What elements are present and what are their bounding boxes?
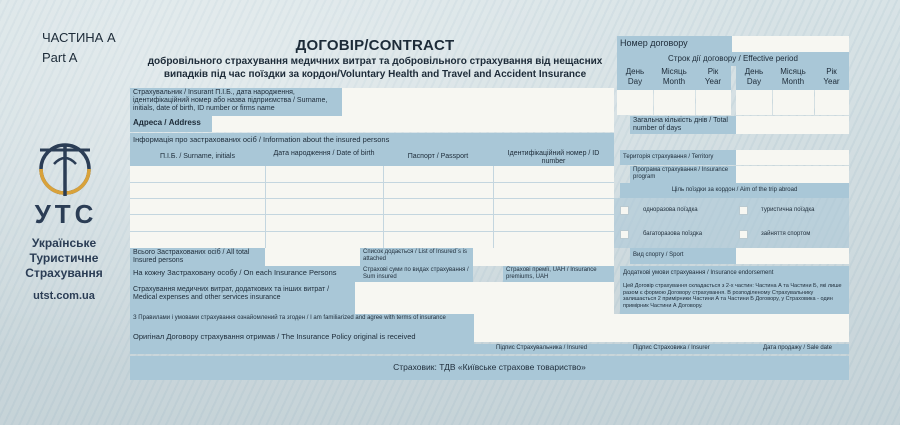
end-year-field[interactable] (815, 90, 849, 115)
total-insured-field[interactable] (265, 248, 360, 266)
col-passport-header: Паспорт / Passport (383, 149, 493, 166)
sport-kind-field[interactable] (736, 248, 849, 264)
date-col-day-1: День Day (617, 66, 653, 90)
insurant-field[interactable] (342, 88, 614, 116)
premiums-label: Страхові премії, UAH / Insurance premiums, UAH (503, 266, 614, 282)
date-col-month-2: Місяць Month (772, 66, 814, 90)
sums-insured-label: Страхові суми по видах страхування / Sum insured (360, 266, 473, 282)
total-days-label: Загальна кількість днів / Total number of days (630, 116, 736, 134)
date-col-day-2: День Day (736, 66, 772, 90)
effective-period-label: Строк дії договору / Effective period (617, 52, 849, 66)
contract-parts-note: Цей Договір страхування складається з 2-х частин: Частина А та Частини Б, які лише разом є формою Договору страхування. В розподіленому Страхувальнику залишається 2 примірники Частини А та Частини Б Договору, у Страховика - один примірник Частини А Договору. (620, 282, 849, 314)
multi-trip-label: багаторазова поїздка (643, 231, 703, 237)
insurant-label: Страхувальник / Insurant П.І.Б., дата народження, ідентифікаційний номер або назва підприємства / Surname, initials, date of birth, ID number or firms name (130, 88, 342, 116)
signature-area[interactable] (474, 314, 849, 342)
program-field[interactable] (736, 166, 849, 183)
total-insured-label: Всього Застрахованих осіб / All total Insured persons (130, 248, 265, 266)
medical-premium-field[interactable] (474, 282, 614, 314)
contract-subtitle-line2: випадків під час поїздки за кордон/Voluntary Health and Travel and Accident Insurance (163, 69, 587, 80)
endorsement-label: Додаткові умови страхування / Insurance endorsement (620, 266, 849, 282)
contract-subtitle-line1: добровільного страхування медичних витрат та добровільного страхування від нещасних (147, 56, 603, 67)
brand-line2: Туристичне (29, 251, 99, 265)
sport-kind-label: Вид спорту / Sport (630, 248, 736, 264)
list-attached-label: Список додається / List of Insured`s is attached (360, 248, 473, 266)
sale-date-label: Дата продажу / Sale date (763, 345, 833, 351)
list-attached-field[interactable] (473, 248, 614, 266)
start-month-field[interactable] (654, 90, 695, 115)
brand-logo-text: УТС (34, 199, 98, 229)
multi-trip-checkbox[interactable] (620, 230, 629, 239)
date-col-month-1: Місяць Month (653, 66, 695, 90)
contract-number-label: Номер договору (617, 36, 732, 52)
total-days-field[interactable] (736, 116, 849, 134)
uts-logo-icon (30, 136, 100, 202)
territory-label: Територія страхування / Territory (620, 150, 736, 165)
start-year-field[interactable] (696, 90, 731, 115)
sign-insurant-label: Підпис Страхувальника / Insured (496, 345, 588, 351)
end-month-field[interactable] (773, 90, 814, 115)
sport-label: зайняття спортом (761, 231, 811, 237)
sport-checkbox[interactable] (739, 230, 748, 239)
brand-line1: Українське (31, 236, 97, 250)
sign-insurer-label: Підпис Страховика / Insurer (633, 345, 710, 351)
medical-sum-field[interactable] (355, 282, 474, 314)
per-person-label: На кожну Застраховану особу / On each Insurance Persons (130, 266, 360, 282)
single-trip-checkbox[interactable] (620, 206, 629, 215)
brand-website[interactable]: utst.com.ua (33, 290, 95, 302)
col-dob-header: Дата народження / Date of birth (265, 149, 383, 166)
contract-number-field[interactable] (732, 36, 849, 52)
part-label-en: Part A (42, 50, 78, 65)
trip-aim-label: Ціль поїздки за кордон / Aim of the trip abroad (620, 183, 849, 198)
tourist-trip-label: туристична поїздка (761, 207, 815, 213)
single-trip-label: одноразова поїздка (643, 207, 698, 213)
original-received-label: Оригінал Договору страхування отримав / The Insurance Policy original is received (130, 330, 474, 344)
insurer-footer: Страховик: ТДВ «Київське страхове товариство» (130, 356, 849, 380)
tourist-trip-checkbox[interactable] (739, 206, 748, 215)
col-id-header: Ідентифікаційний номер / ID number (493, 149, 614, 166)
address-label: Адреса / Address (130, 116, 212, 132)
brand-line3: Страхування (25, 266, 103, 280)
insured-persons-table[interactable] (130, 166, 614, 248)
start-day-field[interactable] (617, 90, 653, 115)
territory-field[interactable] (736, 150, 849, 165)
part-label-ua: ЧАСТИНА А (42, 30, 116, 45)
date-col-year-1: Рік Year (695, 66, 731, 90)
program-label: Програма страхування / Insurance program (630, 166, 736, 183)
address-field[interactable] (212, 116, 614, 132)
insured-info-label: Інформація про застрахованих осіб / Information about the insured persons (130, 133, 614, 149)
rules-agreement-label: З Правилами і умовами страхування ознайомлений та згоден / I am familiarized and agree with terms of insurance (130, 314, 474, 330)
contract-title: ДОГОВІР/CONTRACT (295, 37, 455, 54)
end-day-field[interactable] (736, 90, 772, 115)
date-col-year-2: Рік Year (814, 66, 849, 90)
signature-row (130, 344, 849, 354)
medical-expenses-label: Страхування медичних витрат, додаткових та інших витрат / Medical expenses and other services insurance (130, 282, 355, 314)
col-name-header: П.І.Б. / Surname, initials (130, 149, 265, 166)
